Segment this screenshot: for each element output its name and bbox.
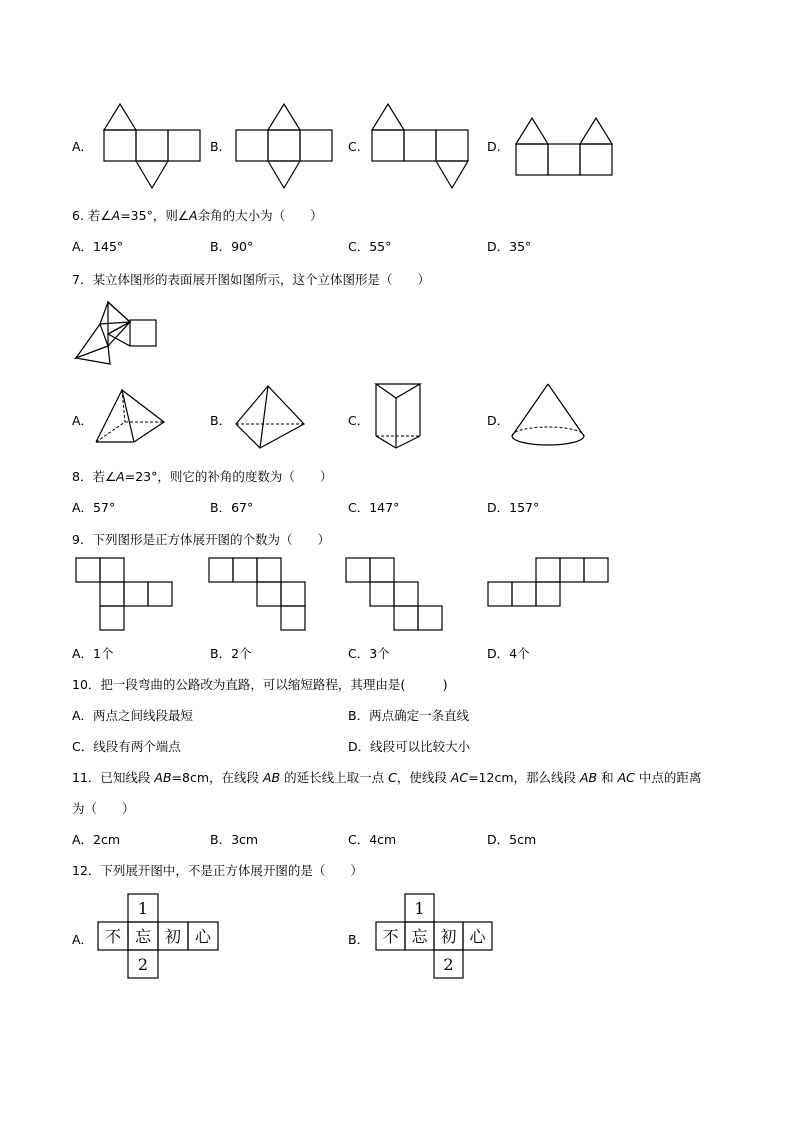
q12-option-b-label: B．: [348, 932, 370, 947]
q12-b-cell-chu: 初: [440, 927, 457, 946]
q6-number: 6.: [72, 208, 84, 223]
q5-option-d-label: D.: [487, 139, 501, 154]
q8-option-d: D．157°: [487, 500, 540, 515]
q6-text-3: 余角的大小为（ ）: [197, 208, 323, 223]
q8-option-c: C．147°: [348, 500, 400, 515]
q10-option-a: A．两点之间线段最短: [72, 708, 194, 723]
q11-var: C: [388, 770, 397, 785]
q12-b-cell-1: 1: [414, 899, 425, 918]
q5-option-a-label: A.: [72, 139, 85, 154]
q9-option-c: C．3个: [348, 646, 390, 661]
q11-text: 11．已知线段: [72, 770, 155, 785]
q6-text-1: 若∠: [87, 208, 112, 223]
q5-option-b-label: B.: [210, 139, 223, 154]
q12-b-cell-bu: 不: [382, 927, 399, 946]
q8-text-1: 8．若∠: [72, 469, 117, 484]
q11-option-b: B．3cm: [210, 832, 259, 847]
q12-option-a-label: A．: [72, 932, 94, 947]
q11-text: ，使线段: [396, 770, 451, 785]
q10-option-c: C．线段有两个端点: [72, 739, 181, 754]
q6-option-a: A．145°: [72, 239, 124, 254]
q10-option-d: D．线段可以比较大小: [348, 739, 471, 754]
q11-var: AC: [617, 770, 635, 785]
q12-a-cell-chu: 初: [164, 927, 182, 946]
q6-text-2: =35°，则∠: [120, 208, 190, 223]
q9-question: 9．下列图形是正方体展开图的个数为（ ）: [72, 532, 330, 547]
q11-var: AB: [579, 770, 598, 785]
q12-a-cell-1: 1: [137, 899, 149, 918]
q11-option-a: A．2cm: [72, 832, 121, 847]
q11-text: 和: [597, 770, 618, 785]
q6-var-1: A: [111, 208, 121, 223]
q12-question: 12．下列展开图中，不是正方体展开图的是（ ）: [72, 863, 363, 878]
q9-option-d: D．4个: [487, 646, 530, 661]
q7-option-b-label: B．: [210, 413, 232, 428]
q11-question-line-2: 为（ ）: [72, 801, 135, 816]
q8-text-2: =23°，则它的补角的度数为（ ）: [124, 469, 333, 484]
q11-text: 中点的距离: [634, 770, 702, 785]
q8-var: A: [116, 469, 125, 484]
q7-option-c-label: C．: [348, 413, 370, 428]
q10-question: 10．把一段弯曲的公路改为直路，可以缩短路程，其理由是( ): [72, 677, 448, 692]
q7-option-d-label: D．: [487, 413, 510, 428]
q12-a-cell-bu: 不: [104, 927, 122, 946]
q5-option-c-label: C.: [348, 139, 361, 154]
q11-var: AB: [154, 770, 172, 785]
q10-option-b: B．两点确定一条直线: [348, 708, 470, 723]
q8-option-a: A．57°: [72, 500, 116, 515]
q11-text: 的延长线上取一点: [280, 770, 389, 785]
q12-b-cell-xin: 心: [469, 927, 486, 946]
q9-option-a: A．1个: [72, 646, 114, 661]
q11-text: =8cm，在线段: [171, 770, 263, 785]
q8-option-b: B．67°: [210, 500, 254, 515]
q11-var: AB: [262, 770, 281, 785]
q6-option-c: C．55°: [348, 239, 392, 254]
q12-b-cell-2: 2: [443, 955, 454, 974]
q7-option-a-label: A．: [72, 413, 94, 428]
q12-a-cell-2: 2: [137, 955, 149, 974]
q11-option-c: C．4cm: [348, 832, 397, 847]
q12-a-cell-wang: 忘: [134, 927, 152, 946]
q6-option-d: D．35°: [487, 239, 532, 254]
q12-a-cell-xin: 心: [194, 927, 212, 946]
q6-option-b: B．90°: [210, 239, 254, 254]
q11-option-d: D．5cm: [487, 832, 537, 847]
q9-option-b: B．2个: [210, 646, 252, 661]
q7-question: 7．某立体图形的表面展开图如图所示，这个立体图形是（ ）: [72, 272, 430, 287]
q11-text: =12cm，那么线段: [468, 770, 580, 785]
q11-var: AC: [450, 770, 469, 785]
q12-b-cell-wang: 忘: [411, 927, 428, 946]
q6-var-2: A: [189, 208, 198, 223]
